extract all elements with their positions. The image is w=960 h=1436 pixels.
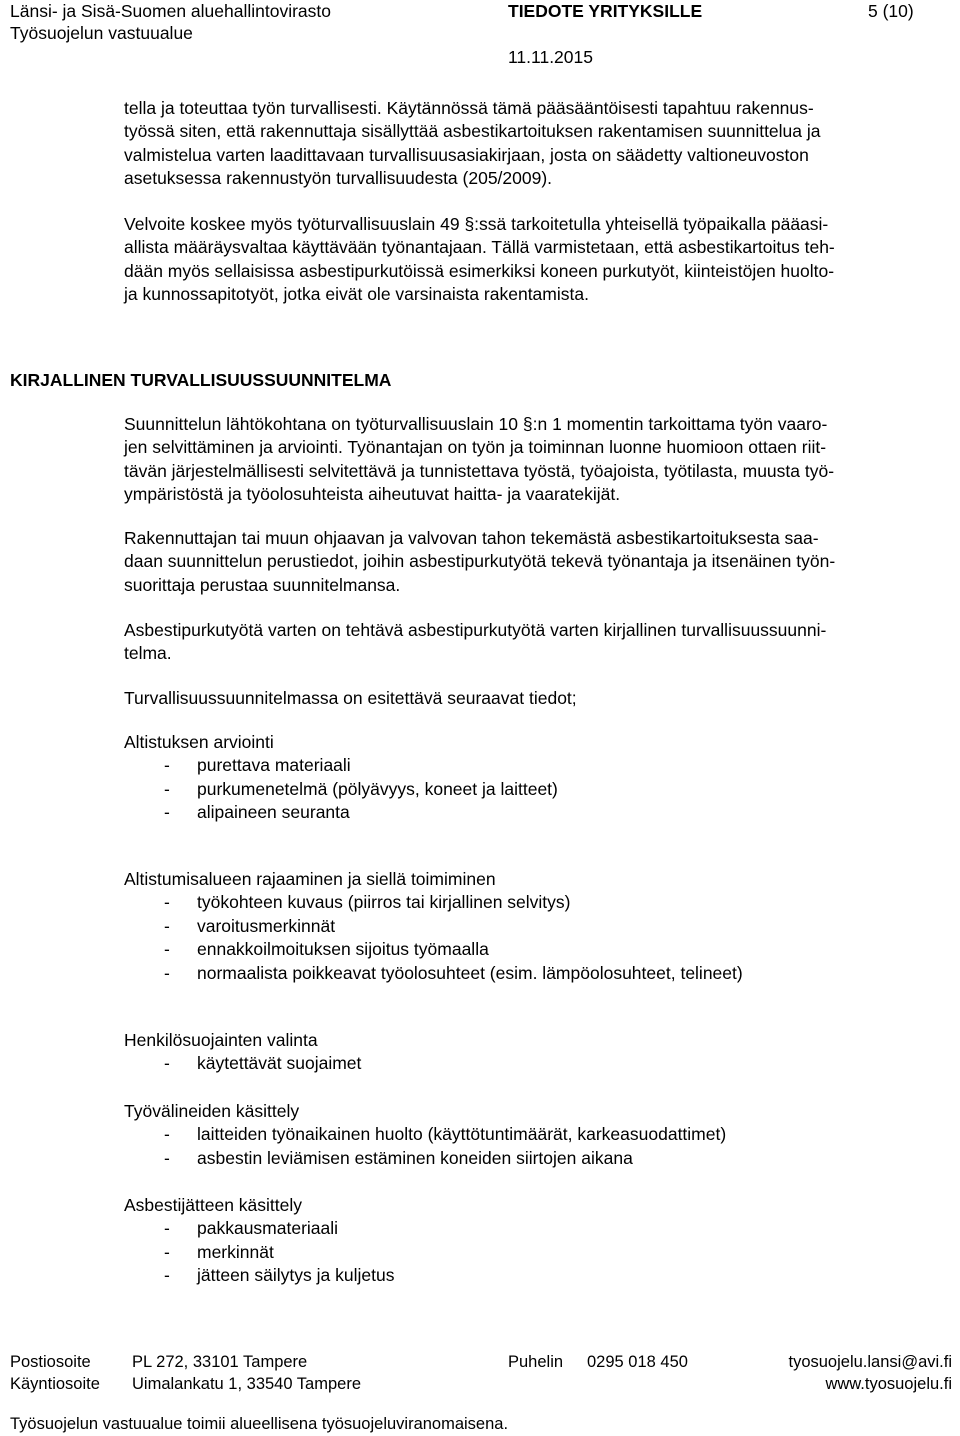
text-line: ympäristöstä ja työolosuhteista aiheutuvat haitta- ja vaaratekijät.	[124, 484, 621, 505]
dash: -	[164, 915, 170, 936]
text-line: Asbestipurkutyötä varten on tehtävä asbestipurkutyötä varten kirjallinen turvallisuussuunni-	[124, 620, 827, 640]
dash: -	[164, 962, 170, 983]
doc-type: TIEDOTE YRITYKSILLE	[508, 1, 703, 21]
group-title: Altistumisalueen rajaaminen ja siellä toimiminen	[124, 869, 496, 889]
group-exposure	[124, 731, 558, 825]
list-item-text: varoitusmerkinnät	[197, 915, 336, 936]
group-area	[124, 868, 743, 985]
planning-paragraph	[124, 413, 834, 507]
obligation-paragraph	[124, 213, 835, 307]
list-item-text: työkohteen kuvaus (piirros tai kirjallinen selvitys)	[197, 892, 571, 913]
list-item	[124, 938, 496, 961]
footer-phone-value: 0295 018 450	[587, 1353, 688, 1371]
dash: -	[164, 778, 170, 799]
dash: -	[164, 892, 170, 913]
text-line: daan suunnittelun perustiedot, joihin asbestipurkutyötä tekevä työnantaja ja itsenäinen työn-	[124, 551, 836, 572]
section-heading: KIRJALLINEN TURVALLISUUSSUUNNITELMA	[10, 370, 392, 390]
list-item-text: asbestin leviämisen estäminen koneiden siirtojen aikana	[197, 1147, 633, 1168]
dash: -	[164, 755, 170, 776]
survey-paragraph	[124, 527, 835, 597]
text-line: työssä siten, että rakennuttaja sisällyttää asbestikartoituksen rakentamisen suunnittelua ja	[124, 121, 821, 142]
text-line: allista määräysvaltaa käyttävään työnantajaan. Tällä varmistetaan, että asbestikartoitus teh-	[124, 237, 835, 258]
list-item-text: purkumenetelmä (pölyävyys, koneet ja laitteet)	[197, 778, 558, 799]
group-title: Asbestijätteen käsittely	[124, 1195, 303, 1215]
group-ppe	[124, 1029, 362, 1076]
list-item-text: pakkausmateriaali	[197, 1218, 339, 1239]
dash: -	[164, 1053, 170, 1074]
list-item-text: jätteen säilytys ja kuljetus	[197, 1265, 395, 1286]
list-item	[124, 962, 743, 985]
org-unit: Työsuojelun vastuualue	[10, 23, 193, 43]
text-line: telma.	[124, 643, 172, 664]
group-title: Altistuksen arviointi	[124, 732, 274, 752]
group-tools	[124, 1100, 727, 1170]
text-line: dään myös sellaisissa asbestipurkutöissä esimerkiksi koneen purkutyöt, kiinteistöjen huolto-	[124, 260, 835, 281]
text-line: tävän järjestelmällisesti selvitettävä ja tunnistettava työstä, työajoista, työtilasta, muusta työ-	[124, 460, 835, 481]
dash: -	[164, 1147, 170, 1168]
list-item	[124, 778, 558, 801]
list-item-text: alipaineen seuranta	[197, 802, 350, 823]
text-line: ja kunnossapitotyöt, jotka eivät ole varsinaista rakentamista.	[124, 284, 589, 305]
list-item-text: laitteiden työnaikainen huolto (käyttötuntimäärät, karkeasuodattimet)	[197, 1124, 727, 1145]
footer-email[interactable]: tyosuojelu.lansi@avi.fi	[788, 1353, 952, 1371]
page-number: 5 (10)	[868, 1, 914, 21]
footer-postal-value: PL 272, 33101 Tampere	[132, 1353, 308, 1371]
group-title: Työvälineiden käsittely	[124, 1101, 300, 1121]
footer-website[interactable]: www.tyosuojelu.fi	[825, 1375, 952, 1393]
footer-visit-label: Käyntiosoite	[10, 1375, 100, 1393]
footer-note: Työsuojelun vastuualue toimii alueellisena työsuojeluviranomaisena.	[10, 1415, 509, 1433]
list-item-text: käytettävät suojaimet	[197, 1053, 362, 1074]
list-item-text: ennakkoilmoituksen sijoitus työmaalla	[197, 939, 489, 960]
list-item	[124, 1264, 395, 1287]
list-item	[124, 1241, 302, 1264]
intro-paragraph	[124, 97, 821, 191]
list-item	[124, 1147, 633, 1170]
text-line: Suunnittelun lähtökohtana on työturvallisuuslain 10 §:n 1 momentin tarkoittama työn vaaro-	[124, 414, 828, 434]
doc-date: 11.11.2015	[508, 47, 593, 67]
footer-visit-value: Uimalankatu 1, 33540 Tampere	[132, 1375, 362, 1393]
dash: -	[164, 939, 170, 960]
list-item	[124, 1123, 727, 1146]
dash: -	[164, 1218, 170, 1239]
text-line: Rakennuttajan tai muun ohjaavan ja valvovan tahon tekemästä asbestikartoituksesta saa-	[124, 528, 819, 548]
requirement-paragraph	[124, 619, 826, 666]
text-line: tella ja toteuttaa työn turvallisesti. Käytännössä tämä pääsääntöisesti tapahtuu rakennus-	[124, 98, 814, 118]
text-line: Velvoite koskee myös työturvallisuuslain 49 §:ssä tarkoitetulla yhteisellä työpaikalla pääasi-	[124, 214, 829, 234]
text-line: suorittaja perustaa suunnitelmansa.	[124, 574, 401, 595]
text-line: asetuksessa rakennustyön turvallisuudesta (205/2009).	[124, 168, 553, 189]
list-item	[124, 891, 571, 914]
list-item	[124, 1217, 339, 1240]
dash: -	[164, 1241, 170, 1262]
dash: -	[164, 1265, 170, 1286]
info-intro: Turvallisuussuunnitelmassa on esitettävä seuraavat tiedot;	[124, 688, 577, 708]
list-item-text: normaalista poikkeavat työolosuhteet (esim. lämpöolosuhteet, telineet)	[197, 962, 743, 983]
list-item-text: merkinnät	[197, 1241, 274, 1262]
dash: -	[164, 1124, 170, 1145]
list-item	[124, 1052, 362, 1075]
footer-postal-label: Postiosoite	[10, 1353, 91, 1371]
dash: -	[164, 802, 170, 823]
group-title: Henkilösuojainten valinta	[124, 1030, 318, 1050]
footer-phone-label: Puhelin	[508, 1353, 564, 1371]
group-waste	[124, 1194, 395, 1288]
list-item	[124, 754, 351, 777]
list-item	[124, 915, 496, 938]
text-line: valmistelua varten laadittavaan turvallisuusasiakirjaan, josta on säädetty valtioneuvoston	[124, 144, 809, 165]
text-line: jen selvittäminen ja arviointi. Työnantajan on työn ja toiminnan luonne huomioon ottaen riit-	[124, 437, 827, 458]
list-item-text: purettava materiaali	[197, 755, 351, 776]
list-item	[124, 801, 350, 824]
org-name: Länsi- ja Sisä-Suomen aluehallintovirasto	[10, 1, 332, 21]
